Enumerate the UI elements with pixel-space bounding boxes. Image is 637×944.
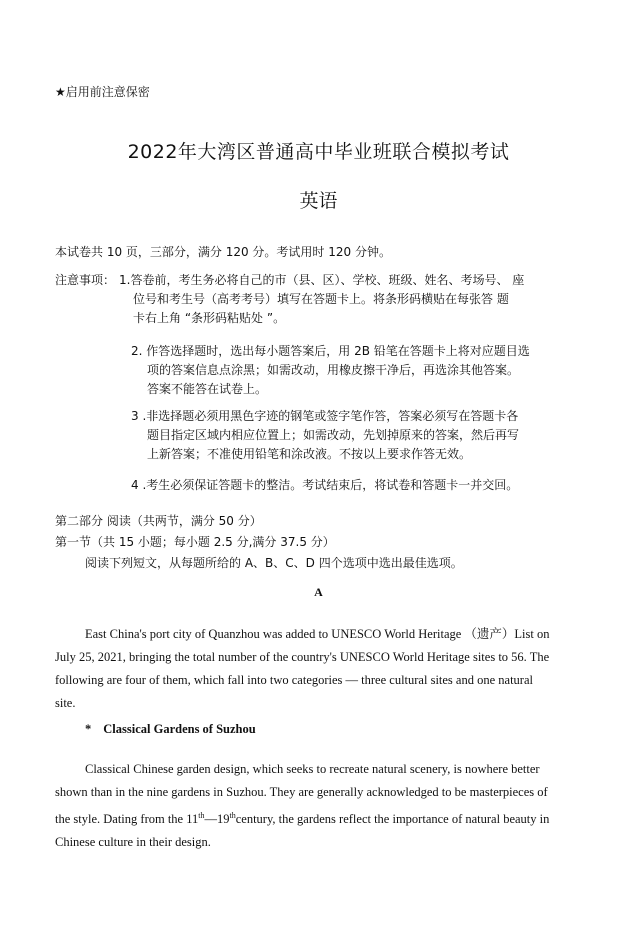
- bullet-mark: *: [85, 722, 92, 736]
- paragraph-line: July 25, 2021, bringing the total number of the country's UNESCO World Heritage sites to 56. The: [55, 650, 550, 664]
- part-two-title: 第二部分 阅读（共两节，满分 50 分）: [55, 514, 262, 528]
- notes-label: 注意事项：: [55, 273, 116, 287]
- paragraph-line: [55, 804, 580, 831]
- confidential-mark: ★启用前注意保密: [55, 85, 150, 99]
- superscript: th: [198, 811, 205, 820]
- passage-paragraph-1: [55, 623, 580, 715]
- superscript: th: [229, 811, 236, 820]
- note-item-1: [119, 271, 524, 328]
- text-span: century, the gardens reflect the importance of natural beauty in: [235, 812, 550, 826]
- note-item-4: 4 .考生必须保证答题卡的整洁。考试结束后，将试卷和答题卡一并交回。: [131, 478, 519, 492]
- note-item-1-line: 卡右上角 “条形码粘贴处 ”。: [133, 311, 286, 325]
- paragraph-line: site.: [55, 696, 76, 710]
- note-item-3-line: 3 .非选择题必须用黑色字迹的钢笔或签字笔作答，答案必须写在答题卡各: [131, 409, 519, 423]
- text-span: —19: [204, 812, 230, 826]
- note-item-3: [131, 407, 519, 464]
- text-span: the style. Dating from the 11: [55, 812, 199, 826]
- note-item-3-line: 上新答案；不准使用铅笔和涂改液。不按以上要求作答无效。: [147, 447, 472, 461]
- bullet-item: [85, 722, 256, 737]
- subject-title: 英语: [299, 190, 338, 212]
- note-item-3-line: 题目指定区域内相应位置上；如需改动，先划掉原来的答案，然后再写: [147, 428, 520, 442]
- note-item-2: [131, 342, 530, 399]
- section-heading-suzhou: Classical Gardens of Suzhou: [103, 722, 256, 736]
- note-item-1-line: 1.答卷前，考生务必将自己的市（县、区）、学校、班级、姓名、考场号、 座: [119, 273, 525, 287]
- passage-paragraph-2: [55, 758, 580, 854]
- passage-label: A: [314, 585, 323, 599]
- paragraph-line: shown than in the nine gardens in Suzhou. They are generally acknowledged to be masterpieces of: [55, 785, 548, 799]
- paragraph-line: following are four of them, which fall into two categories — three cultural sites and one natural: [55, 673, 533, 687]
- exam-title: 2022年大湾区普通高中毕业班联合模拟考试: [127, 141, 510, 163]
- reading-instruction: 阅读下列短文，从每题所给的 A、B、C、D 四个选项中选出最佳选项。: [85, 556, 463, 570]
- exam-intro: 本试卷共 10 页，三部分，满分 120 分。考试用时 120 分钟。: [55, 245, 391, 259]
- section-one-title: 第一节（共 15 小题；每小题 2.5 分,满分 37.5 分）: [55, 535, 335, 549]
- note-item-1-line: 位号和考生号（高考考号）填写在答题卡上。将条形码横贴在每张答 题: [133, 292, 509, 306]
- paragraph-line: Chinese culture in their design.: [55, 835, 211, 849]
- note-item-2-line: 答案不能答在试卷上。: [147, 382, 268, 396]
- note-item-2-line: 2. 作答选择题时，选出每小题答案后，用 2B 铅笔在答题卡上将对应题目选: [131, 344, 530, 358]
- paragraph-line: Classical Chinese garden design, which seeks to recreate natural scenery, is nowhere better: [85, 762, 540, 776]
- note-item-2-line: 项的答案信息点涂黑；如需改动，用橡皮擦干净后，再选涂其他答案。: [147, 363, 520, 377]
- paragraph-line: East China's port city of Quanzhou was added to UNESCO World Heritage （遗产）List on: [85, 627, 550, 641]
